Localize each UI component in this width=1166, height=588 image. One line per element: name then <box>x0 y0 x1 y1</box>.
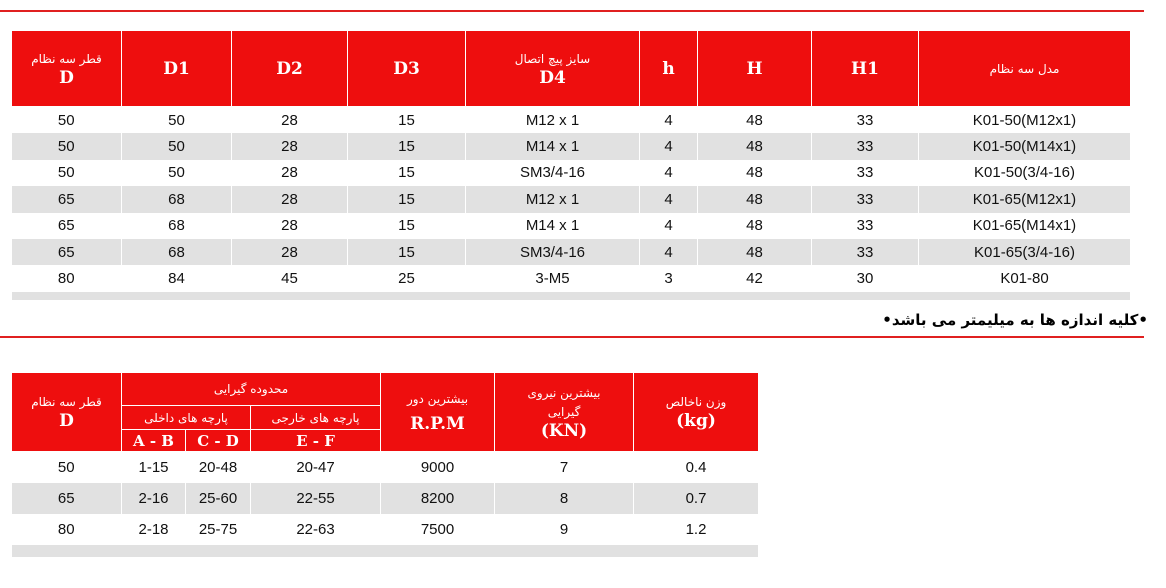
top-rule <box>0 10 1144 12</box>
header-h1: H1 <box>812 31 919 107</box>
table-row: 50 1-15 20-48 20-47 9000 7 0.4 <box>12 452 759 484</box>
table-row: 65 68 28 15 SM3/4-16 4 48 33 K01-65(3/4-16) <box>12 239 1131 265</box>
header-d2: D2 <box>232 31 348 107</box>
header-c-d: C - D <box>186 430 251 452</box>
header-model: مدل سه نظام <box>919 31 1131 107</box>
header-d1: D1 <box>122 31 232 107</box>
header-gross-weight: وزن ناخالص (kg) <box>634 373 759 452</box>
header-external-jaws: پارچه های خارجی <box>251 406 381 430</box>
header-gripping-range: محدوده گیرایی <box>122 373 381 406</box>
header-e-f: E - F <box>251 430 381 452</box>
header-max-force: بیشترین نیروی گیرایی (KN) <box>495 373 634 452</box>
table-row-spacer <box>12 292 1131 300</box>
header-h: H <box>698 31 812 107</box>
header-max-rpm: بیشترین دور R.P.M <box>381 373 495 452</box>
header-a-b: A - B <box>122 430 186 452</box>
table-row: 65 68 28 15 M12 x 1 4 48 33 K01-65(M12x1) <box>12 186 1131 212</box>
header-d4: سایز پیچ اتصال D4 <box>466 31 640 107</box>
header-diameter: قطر سه نظام D <box>12 373 122 452</box>
header-internal-jaws: پارچه های داخلی <box>122 406 251 430</box>
header-h-small: h <box>640 31 698 107</box>
table-row: 80 84 45 25 3-M5 3 42 30 K01-80 <box>12 265 1131 291</box>
units-note: •کلیه اندازه ها به میلیمتر می باشد• <box>882 311 1148 329</box>
table-row: 65 68 28 15 M14 x 1 4 48 33 K01-65(M14x1) <box>12 213 1131 239</box>
table-row: 80 2-18 25-75 22-63 7500 9 1.2 <box>12 514 759 545</box>
table-row: 50 50 28 15 M12 x 1 4 48 33 K01-50(M12x1) <box>12 107 1131 134</box>
table-row: 65 2-16 25-60 22-55 8200 8 0.7 <box>12 483 759 514</box>
table-row: 50 50 28 15 M14 x 1 4 48 33 K01-50(M14x1) <box>12 133 1131 159</box>
chuck-specs-table <box>11 372 759 557</box>
table-row-spacer <box>12 545 759 557</box>
middle-rule <box>0 336 1144 338</box>
chuck-dimensions-table <box>11 30 1131 300</box>
header-d3: D3 <box>348 31 466 107</box>
header-diameter: قطر سه نظام D <box>12 31 122 107</box>
table-row: 50 50 28 15 SM3/4-16 4 48 33 K01-50(3/4-16) <box>12 160 1131 186</box>
